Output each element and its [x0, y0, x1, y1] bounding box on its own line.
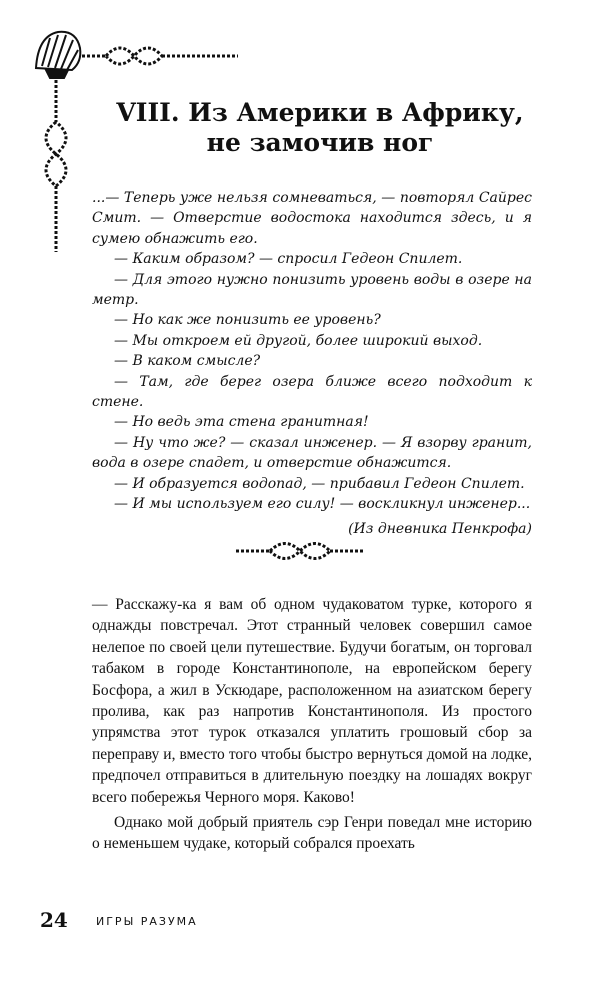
epigraph-line: — Для этого нужно понизить уровень воды в озере на метр. [92, 271, 532, 309]
epigraph-line: ...— Теперь уже нельзя сомневаться, — повторял Сайрес Смит. — Отверстие водостока находится здесь, и я сумею обнажить его. [92, 190, 532, 247]
epigraph-line: — И образуется водопад, — прибавил Гедеон Спилет. [114, 475, 525, 492]
epigraph-line: — Мы откроем ей другой, более широкий выход. [114, 332, 483, 349]
epigraph-line: — И мы используем его силу! — воскликнул инженер... [114, 496, 531, 513]
body-paragraph: Однако мой добрый приятель сэр Генри поведал мне историю о неменьшем чудаке, который собрался проехать [92, 814, 532, 853]
body-text [92, 594, 532, 855]
epigraph-source: (Из дневника Пенкрофа) [348, 520, 532, 537]
chapter-title [95, 98, 545, 158]
body-paragraph: — Расскажу-ка я вам об одном чудаковатом турке, которого я однажды повстречал. Этот странный человек совершил самое нелепое по своей цели путешествие. Будучи богатым, он торговал табаком в городе Константинополе, на европейском берегу Босфора, а жил в Ускюдаре, расположенном на азиатском берегу пролива, как раз напротив Константинополя. Из простого упрямства этот турок отказался уплатить грошовый сбор за переправу и, вместо того чтобы быстро вернуться домой на лодке, предпочел отправиться в длительную поездку на лошадях вокруг всего побережья Черного моря. Каково! [92, 596, 532, 806]
page-footer [40, 906, 440, 936]
epigraph-line: — Ну что же? — сказал инженер. — Я взорву гранит, вода в озере спадет, и отверстие обнажится. [92, 434, 532, 472]
epigraph-line: — Но как же понизить ее уровень? [114, 312, 381, 329]
chapter-title-line-2: не замочив ног [206, 128, 434, 157]
epigraph-line: — Там, где берег озера ближе всего подходит к стене. [92, 373, 532, 411]
rope-knot-divider-icon [236, 538, 364, 564]
page-number: 24 [40, 908, 68, 932]
chapter-title-line-1: VIII. Из Америки в Африку, [116, 98, 524, 127]
running-title: ИГРЫ РАЗУМА [96, 915, 198, 928]
epigraph-line: — Каким образом? — спросил Гедеон Спилет. [114, 251, 463, 268]
epigraph [92, 188, 532, 539]
epigraph-line: — В каком смысле? [114, 353, 261, 370]
epigraph-line: — Но ведь эта стена гранитная! [114, 414, 369, 431]
